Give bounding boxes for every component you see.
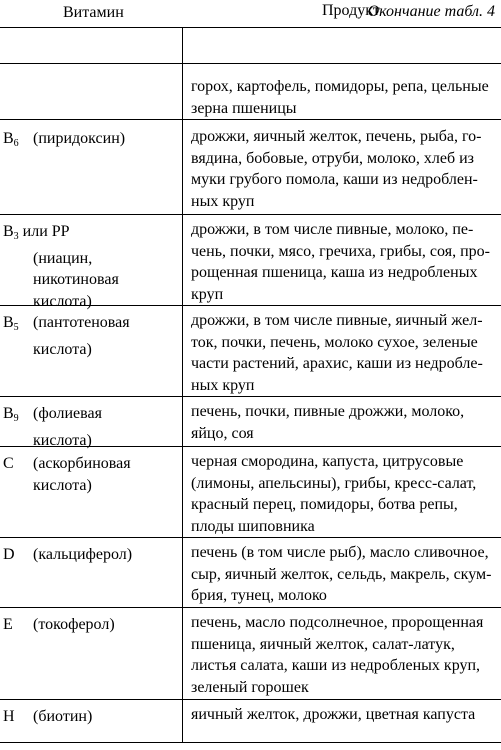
product-cell [191, 76, 491, 119]
product-cell [191, 310, 491, 396]
product-line: пшеница, яичный желток, салат-латук, [191, 635, 455, 653]
product-line: дрожжи, в том числе пивные, яичный жел- [191, 312, 483, 329]
vitamin-name: кислота) [33, 292, 92, 310]
vitamin-name: (пиридоксин) [33, 130, 126, 147]
vitamin-symbol: D [3, 546, 15, 563]
product-cell [191, 401, 491, 444]
header-vitamin: Витамин [63, 4, 124, 21]
product-line: горох, картофель, помидоры, репа, цельные [191, 78, 489, 95]
vitamin-cell [3, 221, 178, 312]
product-cell [191, 126, 491, 212]
table-top-rule [0, 27, 501, 28]
product-line: печень (в том числе рыб), масло сливочное, [191, 544, 489, 561]
vitamin-symbol: E [3, 616, 13, 633]
row-separator [0, 396, 501, 397]
vitamin-name: (аскорбиновая [33, 455, 131, 472]
vitamin-name: кислота) [33, 431, 92, 449]
vitamin-name: кислота) [33, 476, 92, 494]
vitamin-cell [3, 453, 178, 496]
product-line: дрожжи, яичный желток, печень, рыба, го- [191, 128, 482, 145]
vitamin-symbol: $B_3$ или PP [3, 223, 70, 242]
product-line: ных круп [191, 376, 255, 394]
product-line: муки грубого помола, каши из недроблен- [191, 171, 478, 188]
product-line: красный перец, помидоры, ботва репы, [191, 496, 458, 513]
product-line: листья салата, каши из недробленых круп, [191, 657, 481, 674]
vitamin-cell [3, 544, 178, 566]
product-line: чень, почки, мясо, гречиха, грибы, соя, про- [191, 242, 490, 260]
product-cell [191, 542, 491, 607]
vitamin-symbol: $B_5$ [3, 314, 19, 333]
vitamin-cell [3, 128, 178, 155]
vitamin-name: (токоферол) [33, 616, 115, 633]
row-separator [0, 446, 501, 447]
product-line: рощенная пшеница, каша из недробленых [191, 264, 478, 281]
vitamin-name: (биотин) [33, 708, 93, 725]
product-line: печень, масло подсолнечное, пророщенная [191, 614, 484, 631]
vitamin-name: (пантотеновая [33, 314, 130, 331]
product-line: черная смородина, капуста, цитрусовые [191, 453, 464, 470]
vitamin-symbol: $B_9$ [3, 405, 19, 424]
table-caption: Окончание табл. 4 [367, 3, 495, 20]
table-header-rule [0, 63, 501, 64]
product-line: части растений, арахис, каши из недробле- [191, 355, 483, 372]
product-line: печень, почки, пивные дрожжи, молоко, [191, 403, 465, 420]
product-line: плоды шиповника [191, 517, 315, 535]
vitamin-name: (ниацин, [33, 249, 93, 267]
product-cell [191, 219, 491, 305]
vitamin-name: (кальциферол) [33, 546, 133, 563]
vitamin-cell [3, 403, 178, 451]
product-line: ток, почки, печень, молоко сухое, зеленые [191, 333, 478, 351]
vitamin-name: кислота) [33, 340, 92, 358]
product-line: ных круп [191, 192, 255, 210]
product-cell [191, 451, 491, 537]
vitamin-symbol: C [3, 455, 14, 472]
vitamin-symbol: H [3, 708, 15, 725]
vitamin-cell [3, 614, 178, 636]
row-separator [0, 119, 501, 120]
product-line: (лимоны, апельсины), грибы, кресс-салат, [191, 474, 477, 492]
product-line: сыр, яичный желток, сельдь, макрель, скум- [191, 565, 492, 583]
product-line: круп [191, 285, 224, 303]
product-line: яйцо, соя [191, 424, 254, 442]
row-separator [0, 699, 501, 700]
product-line: вядина, бобовые, отруби, молоко, хлеб из [191, 149, 474, 167]
row-separator [0, 214, 501, 215]
product-line: зерна пшеницы [191, 99, 297, 117]
column-divider [182, 27, 183, 743]
product-line: яичный желток, дрожжи, цветная капуста [191, 706, 476, 723]
product-cell [191, 704, 491, 726]
product-line: дрожжи, в том числе пивные, молоко, пе- [191, 221, 474, 238]
product-line: брия, тунец, молоко [191, 587, 327, 604]
header-product: Продукт [322, 2, 380, 19]
row-separator [0, 607, 501, 608]
product-line: зеленый горошек [191, 678, 309, 696]
vitamin-symbol: $B_6$ [3, 130, 19, 149]
product-cell [191, 612, 491, 698]
row-separator [0, 305, 501, 306]
vitamin-name: (фолиевая [33, 405, 102, 422]
vitamin-cell [3, 706, 178, 728]
row-separator [0, 742, 501, 743]
vitamin-cell [3, 312, 178, 360]
row-separator [0, 537, 501, 538]
vitamin-name: никотиновая [33, 271, 119, 288]
